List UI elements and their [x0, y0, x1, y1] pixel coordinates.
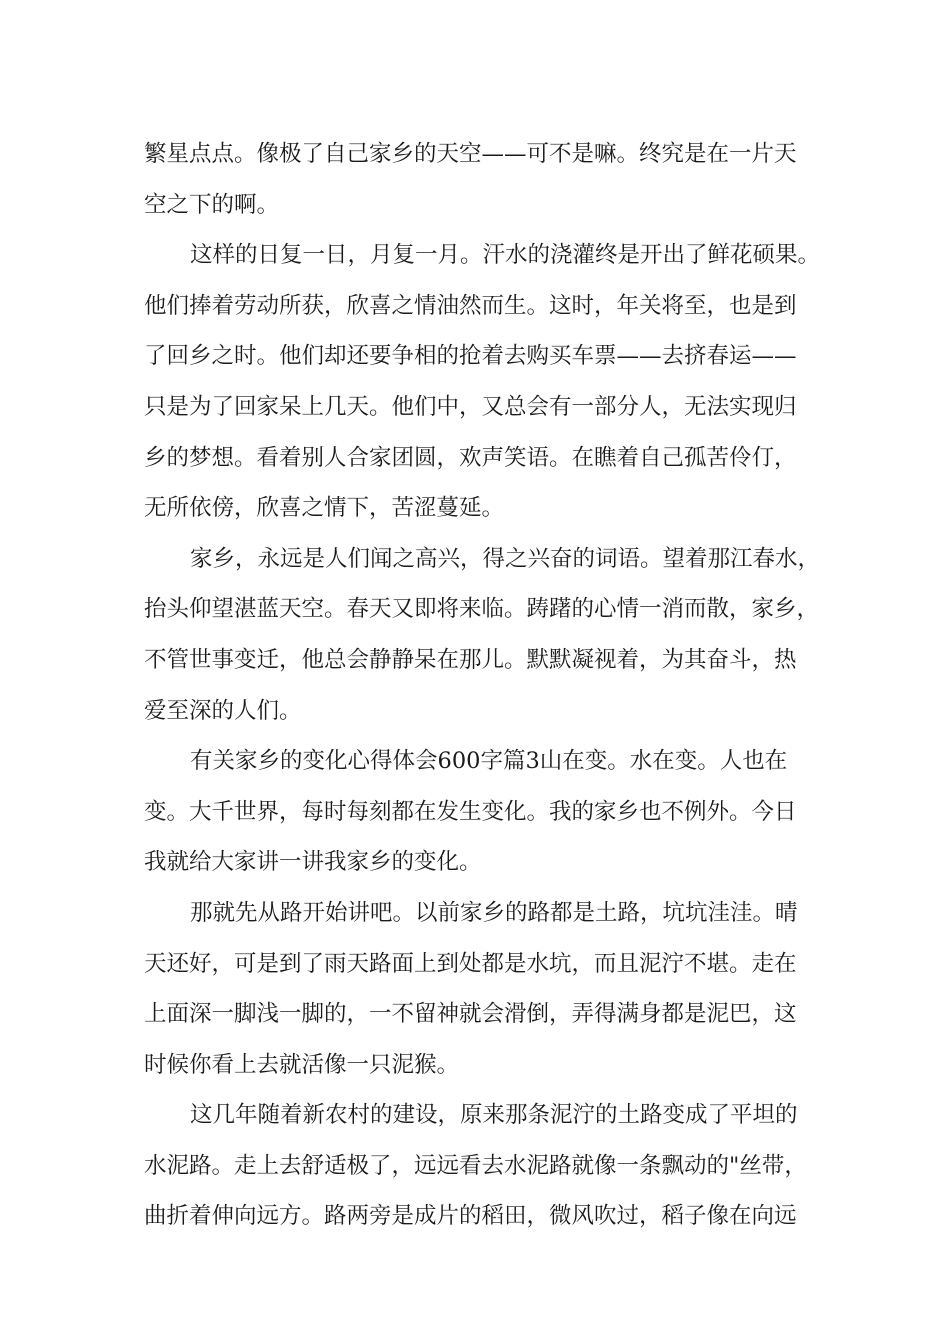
text-line: 水泥路。走上去舒适极了，远远看去水泥路就像一条飘动的"丝带， [144, 1152, 807, 1179]
text-line: 有关家乡的变化心得体会600字篇3山在变。水在变。人也在 [190, 748, 788, 775]
text-line: 不管世事变迁，他总会静静呆在那儿。默默凝视着，为其奋斗，热 [144, 646, 797, 673]
text-line: 乡的梦想。看着别人合家团圆，欢声笑语。在瞧着自己孤苦伶仃， [144, 444, 797, 471]
text-line: 这样的日复一日，月复一月。汗水的浇灌终是开出了鲜花硕果。 [190, 242, 821, 269]
text-line: 天还好，可是到了雨天路面上到处都是水坑，而且泥泞不堪。走在 [144, 950, 797, 977]
paragraph [144, 1090, 824, 1242]
text-line: 无所依傍，欣喜之情下，苦涩蔓延。 [144, 495, 505, 522]
text-line: 我就给大家讲一讲我家乡的变化。 [144, 849, 482, 876]
document-body [144, 129, 824, 1242]
text-line: 曲折着伸向远方。路两旁是成片的稻田，微风吹过，稻子像在向远 [144, 1203, 797, 1230]
text-line: 这几年随着新农村的建设，原来那条泥泞的土路变成了平坦的 [190, 1102, 798, 1129]
text-line: 只是为了回家呆上几天。他们中，又总会有一部分人，无法实现归 [144, 393, 797, 420]
text-line: 那就先从路开始讲吧。以前家乡的路都是土路，坑坑洼洼。晴 [190, 899, 798, 926]
text-line: 时候你看上去就活像一只泥猴。 [144, 1051, 460, 1078]
text-line: 爱至深的人们。 [144, 697, 302, 724]
paragraph [144, 888, 824, 1090]
text-line: 空之下的啊。 [144, 191, 280, 218]
text-line: 上面深一脚浅一脚的，一不留神就会滑倒，弄得满身都是泥巴，这 [144, 1001, 797, 1028]
text-line: 繁星点点。像极了自己家乡的天空——可不是嘛。终究是在一片天 [144, 141, 797, 167]
paragraph [144, 736, 824, 888]
paragraph [144, 230, 824, 534]
paragraph [144, 129, 824, 230]
text-line: 家乡，永远是人们闻之高兴，得之兴奋的词语。望着那江春水， [190, 545, 821, 572]
text-line: 他们捧着劳动所获，欣喜之情油然而生。这时，年关将至，也是到 [144, 292, 797, 319]
paragraph [144, 534, 824, 736]
text-line: 变。大千世界，每时每刻都在发生变化。我的家乡也不例外。今日 [144, 798, 797, 825]
text-line: 了回乡之时。他们却还要争相的抢着去购买车票——去挤春运—— [144, 343, 797, 370]
text-line: 抬头仰望湛蓝天空。春天又即将来临。踌躇的心情一消而散，家乡， [144, 596, 820, 623]
